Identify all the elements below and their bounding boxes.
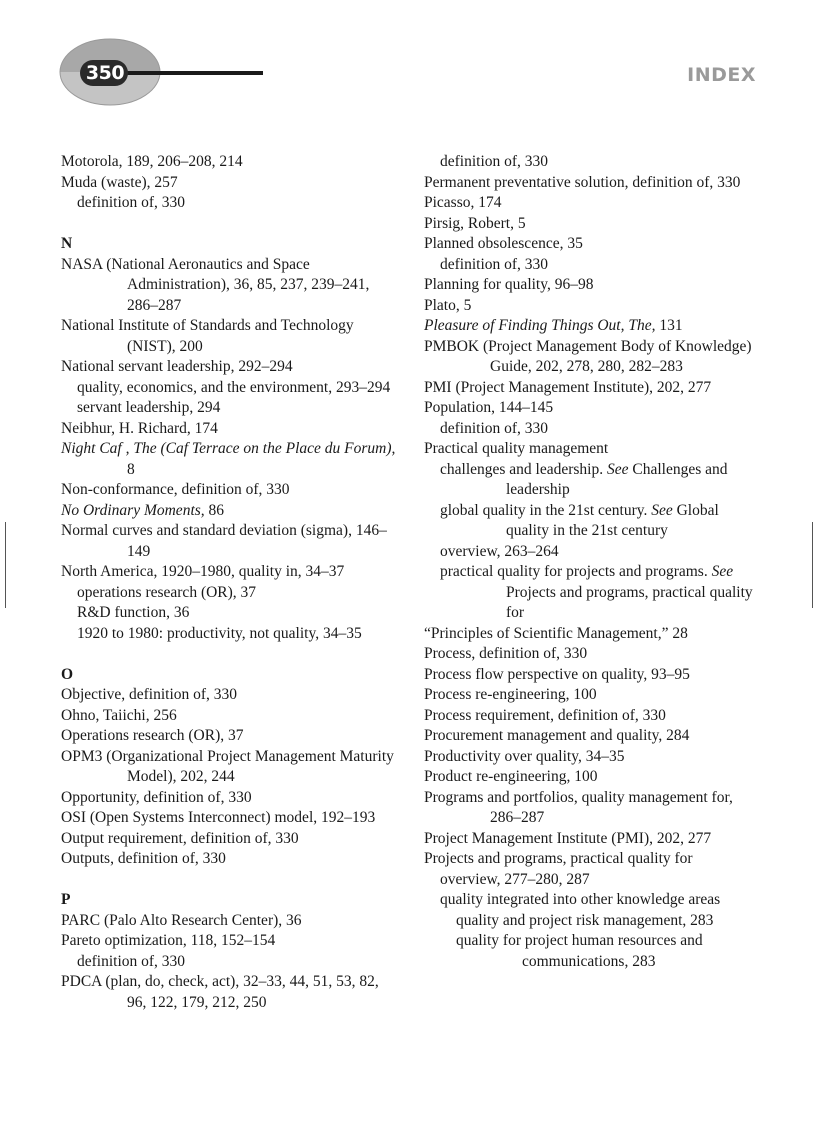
index-entry: Normal curves and standard deviation (sigma), 146–149 bbox=[61, 522, 387, 560]
see-reference: See bbox=[651, 501, 673, 519]
index-entry: Pareto optimization, 118, 152–154 bbox=[61, 932, 276, 949]
index-entry: 1920 to 1980: productivity, not quality, 34–35 bbox=[77, 624, 362, 642]
index-entry: North America, 1920–1980, quality in, 34–37 bbox=[61, 563, 345, 580]
index-entry: Programs and portfolios, quality management for, 286–287 bbox=[424, 788, 733, 826]
index-entry: Operations research (OR), 37 bbox=[61, 727, 244, 744]
index-entry: servant leadership, 294 bbox=[77, 399, 221, 416]
index-entry: quality and project risk management, 283 bbox=[456, 911, 714, 929]
index-entry: quality integrated into other knowledge areas bbox=[440, 891, 721, 908]
index-entry-pages: 8 bbox=[127, 460, 135, 478]
index-entry-title: No Ordinary Moments, bbox=[61, 501, 205, 519]
index-entry: overview, 277–280, 287 bbox=[440, 870, 590, 888]
index-entry: quality, economics, and the environment, 293–294 bbox=[77, 378, 391, 396]
margin-mark-left bbox=[5, 522, 6, 608]
index-entry: Muda (waste), 257 bbox=[61, 173, 178, 191]
index-column-left bbox=[61, 152, 401, 1013]
index-entry bbox=[424, 460, 760, 501]
index-entry: NASA (National Aeronautics and Space Administration), 36, 85, 237, 239–241, 286–287 bbox=[61, 255, 370, 314]
index-entry: Output requirement, definition of, 330 bbox=[61, 829, 299, 847]
index-entry-title: Night Caf , The (Caf Terrace on the Place du Forum), bbox=[61, 440, 396, 457]
index-entry: Neibhur, H. Richard, 174 bbox=[61, 419, 218, 437]
index-entry: quality for project human resources and communications, 283 bbox=[456, 932, 703, 970]
index-entry: PMI (Project Management Institute), 202, 277 bbox=[424, 378, 712, 396]
running-head: INDEX bbox=[687, 64, 756, 86]
margin-mark-right bbox=[812, 522, 813, 608]
index-entry: Project Management Institute (PMI), 202, 277 bbox=[424, 829, 712, 847]
index-entry: Objective, definition of, 330 bbox=[61, 686, 238, 703]
index-entry: Projects and programs, practical quality for bbox=[424, 850, 693, 867]
page-header bbox=[0, 0, 816, 120]
index-entry: Product re-engineering, 100 bbox=[424, 768, 598, 785]
index-entry: definition of, 330 bbox=[77, 952, 186, 970]
index-entry: Permanent preventative solution, definition of, 330 bbox=[424, 173, 741, 191]
see-reference: See bbox=[607, 460, 629, 478]
index-entry: Planned obsolescence, 35 bbox=[424, 235, 583, 252]
index-entry-pages: 86 bbox=[204, 501, 225, 519]
index-entry: Procurement management and quality, 284 bbox=[424, 727, 690, 744]
index-section-letter: P bbox=[61, 891, 71, 908]
index-entry: definition of, 330 bbox=[440, 153, 549, 170]
index-entry: National servant leadership, 292–294 bbox=[61, 358, 293, 375]
index-entry: Motorola, 189, 206–208, 214 bbox=[61, 153, 243, 170]
index-entry: Process requirement, definition of, 330 bbox=[424, 706, 666, 724]
index-entry-text: challenges and leadership. bbox=[440, 460, 607, 478]
index-section-letter: N bbox=[61, 235, 73, 252]
index-entry bbox=[61, 501, 401, 522]
index-entry: Productivity over quality, 34–35 bbox=[424, 747, 625, 765]
index-entry: PARC (Palo Alto Research Center), 36 bbox=[61, 911, 302, 929]
index-entry bbox=[424, 316, 760, 337]
index-entry: Practical quality management bbox=[424, 440, 609, 457]
index-entry: National Institute of Standards and Technology (NIST), 200 bbox=[61, 317, 354, 355]
index-entry: OSI (Open Systems Interconnect) model, 192–193 bbox=[61, 809, 376, 826]
see-target: Challenges and leadership bbox=[506, 460, 728, 498]
index-entry: definition of, 330 bbox=[440, 255, 549, 273]
index-entry: Process flow perspective on quality, 93–95 bbox=[424, 665, 690, 683]
index-entry-text: practical quality for projects and programs. bbox=[440, 563, 712, 580]
index-entry bbox=[61, 439, 401, 480]
index-entry-title: Pleasure of Finding Things Out, The, bbox=[424, 317, 656, 334]
index-entry: Planning for quality, 96–98 bbox=[424, 276, 594, 293]
see-target: Projects and programs, practical quality for bbox=[506, 583, 753, 621]
see-reference: See bbox=[711, 563, 734, 580]
index-entry: Non-conformance, definition of, 330 bbox=[61, 481, 290, 498]
index-entry-text: global quality in the 21st century. bbox=[440, 501, 652, 519]
index-entry bbox=[424, 562, 760, 624]
index-entry: Plato, 5 bbox=[424, 296, 472, 314]
page-number-badge bbox=[0, 0, 300, 110]
index-column-right bbox=[424, 152, 760, 972]
index-entry: definition of, 330 bbox=[77, 194, 186, 211]
index-entry: PMBOK (Project Management Body of Knowledge) Guide, 202, 278, 280, 282–283 bbox=[424, 337, 752, 375]
index-entry: Ohno, Taiichi, 256 bbox=[61, 706, 177, 724]
index-entry: R&D function, 36 bbox=[77, 604, 190, 621]
index-entry: Population, 144–145 bbox=[424, 399, 554, 416]
index-section-letter: O bbox=[61, 665, 74, 683]
index-entry-pages: 131 bbox=[655, 317, 683, 334]
index-entry: overview, 263–264 bbox=[440, 542, 559, 560]
index-entry: “Principles of Scientific Management,” 28 bbox=[424, 624, 688, 642]
index-entry: Pirsig, Robert, 5 bbox=[424, 214, 526, 232]
index-entry: Opportunity, definition of, 330 bbox=[61, 788, 252, 806]
page-number: 350 bbox=[85, 62, 125, 84]
see-target: Global quality in the 21st century bbox=[506, 501, 719, 539]
index-entry: Process, definition of, 330 bbox=[424, 645, 588, 662]
index-entry: operations research (OR), 37 bbox=[77, 583, 257, 601]
index-entry: Picasso, 174 bbox=[424, 194, 502, 211]
index-entry: Process re-engineering, 100 bbox=[424, 686, 597, 703]
index-entry bbox=[424, 501, 760, 542]
index-entry: OPM3 (Organizational Project Management Maturity Model), 202, 244 bbox=[61, 747, 394, 785]
index-entry: PDCA (plan, do, check, act), 32–33, 44, 51, 53, 82, 96, 122, 179, 212, 250 bbox=[61, 973, 379, 1011]
index-entry: Outputs, definition of, 330 bbox=[61, 850, 226, 867]
index-entry: definition of, 330 bbox=[440, 419, 549, 437]
